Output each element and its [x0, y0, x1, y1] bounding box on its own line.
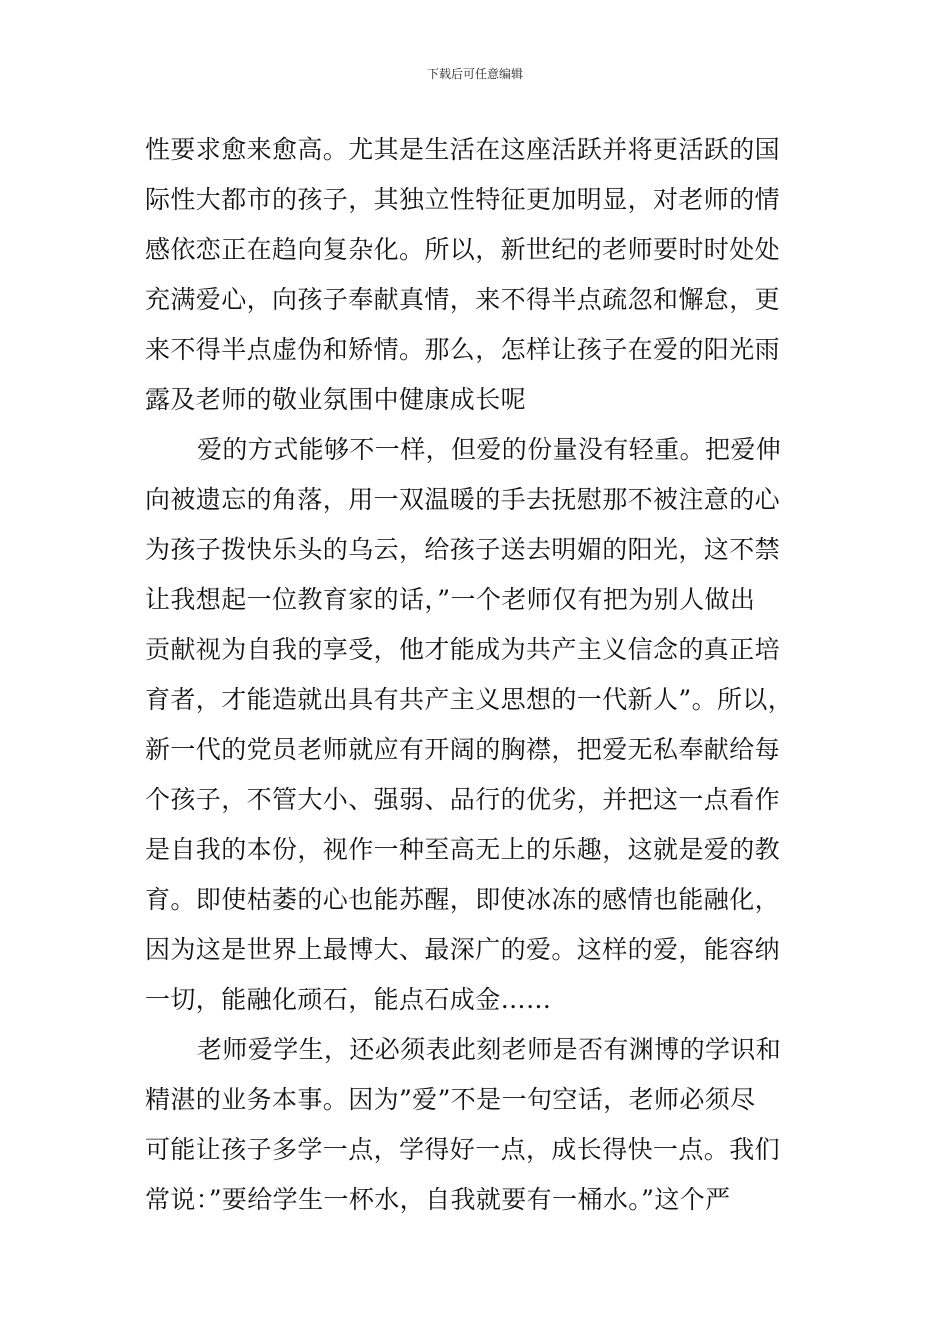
text-line: 个孩子，不管大小、强弱、品行的优劣，并把这一点看作: [145, 785, 781, 814]
text-line: 际性大都市的孩子，其独立性特征更加明显，对老师的情: [145, 185, 781, 214]
text-line: 来不得半点虚伪和矫情。那么，怎样让孩子在爱的阳光雨: [145, 335, 781, 364]
page-header: 下载后可任意编辑: [426, 67, 523, 81]
document-body: [145, 125, 825, 1225]
text-line: 因为这是世界上最博大、最深广的爱。这样的爱，能容纳: [145, 935, 781, 964]
paragraph-start-line: 爱的方式能够不一样，但爱的份量没有轻重。把爱伸: [197, 435, 782, 464]
text-line: 感依恋正在趋向复杂化。所以，新世纪的老师要时时处处: [145, 235, 781, 264]
text-line: 育。即使枯萎的心也能苏醒，即使冰冻的感情也能融化，: [145, 885, 781, 914]
text-line: 精湛的业务本事。因为”爱”不是一句空话，老师必须尽: [145, 1085, 756, 1114]
text-line: 是自我的本份，视作一种至高无上的乐趣，这就是爱的教: [145, 835, 781, 864]
text-line: 露及老师的敬业氛围中健康成长呢: [145, 385, 527, 414]
text-line: 充满爱心，向孩子奉献真情，来不得半点疏忽和懈怠，更: [145, 285, 781, 314]
text-line: 可能让孩子多学一点，学得好一点，成长得快一点。我们: [145, 1135, 781, 1164]
text-line: 性要求愈来愈高。尤其是生活在这座活跃并将更活跃的国: [145, 135, 781, 164]
text-line: 让我想起一位教育家的话，”一个老师仅有把为别人做出: [145, 585, 756, 614]
text-line: 新一代的党员老师就应有开阔的胸襟，把爱无私奉献给每: [145, 735, 781, 764]
text-line: 育者，才能造就出具有共产主义思想的一代新人”。所以，: [145, 685, 794, 714]
text-line: 常说：”要给学生一杯水，自我就要有一桶水。”这个严: [145, 1185, 731, 1214]
text-line: 一切，能融化顽石，能点石成金……: [145, 985, 552, 1014]
text-line: 向被遗忘的角落，用一双温暖的手去抚慰那不被注意的心: [145, 485, 781, 514]
text-line: 为孩子拨快乐头的乌云，给孩子送去明媚的阳光，这不禁: [145, 535, 781, 564]
paragraph-start-line: 老师爱学生，还必须表此刻老师是否有渊博的学识和: [197, 1035, 782, 1064]
text-line: 贡献视为自我的享受，他才能成为共产主义信念的真正培: [145, 635, 781, 664]
